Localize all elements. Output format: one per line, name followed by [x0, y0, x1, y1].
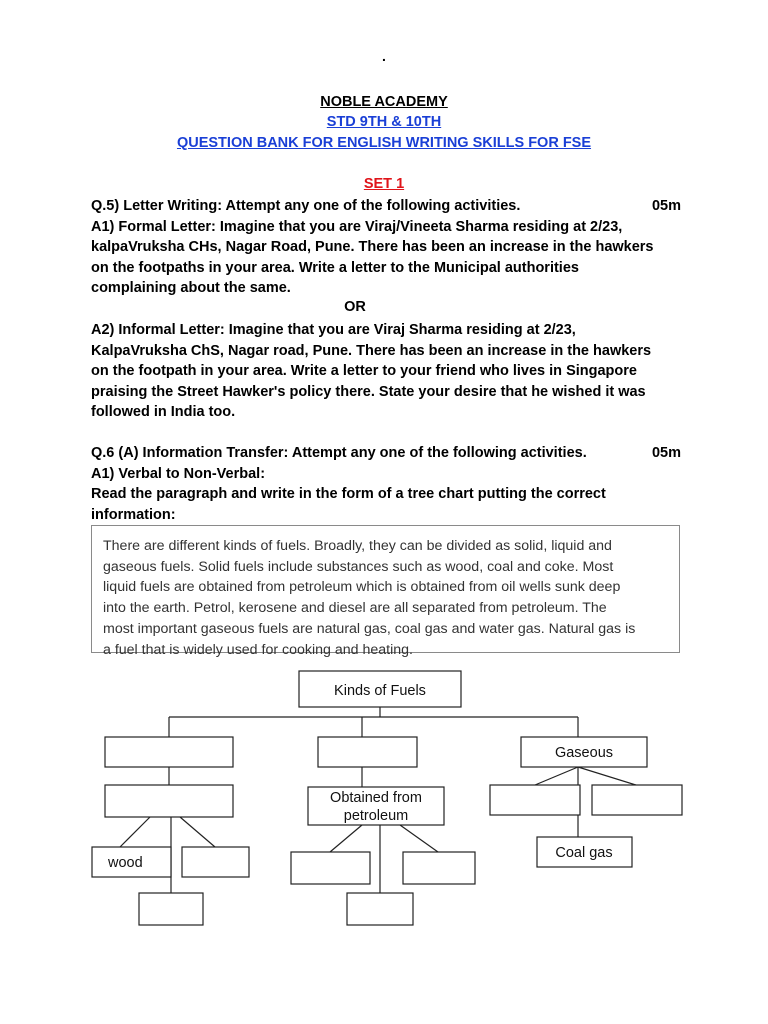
paragraph-line: liquid fuels are obtained from petroleum which is obtained from oil wells sunk deep	[103, 579, 621, 596]
q6-heading: Q.6 (A) Information Transfer: Attempt any one of the following activities.	[91, 445, 587, 461]
q5-a1-line: on the footpaths in your area. Write a letter to the Municipal authorities	[91, 259, 579, 276]
water-gas-box	[592, 785, 682, 815]
solid-sub-box	[105, 785, 233, 817]
liquid-box	[318, 737, 417, 767]
coal-box	[182, 847, 249, 877]
kerosene-box	[403, 852, 475, 884]
solid-box	[105, 737, 233, 767]
q5-a1-line: complaining about the same.	[91, 280, 291, 296]
q5-a1-line: A1) Formal Letter: Imagine that you are Viraj/Vineeta Sharma residing at 2/23,	[91, 218, 623, 235]
tree-connector	[578, 767, 636, 785]
q6-instruction-line: information:	[91, 506, 176, 523]
gaseous-label: Gaseous	[554, 745, 614, 761]
petroleum-label-line1: Obtained from	[330, 790, 422, 806]
q5-a2-line: A2) Informal Letter: Imagine that you are Viraj Sharma residing at 2/23,	[91, 322, 576, 338]
q5-heading: Q.5) Letter Writing: Attempt any one of the following activities.	[91, 198, 521, 214]
tree-connector	[330, 825, 362, 852]
paragraph-line: gaseous fuels. Solid fuels include substances such as wood, coal and coke. Most	[103, 558, 614, 575]
tree-connector	[120, 817, 150, 847]
q5-a2-line: praising the Street Hawker's policy there. State your desire that he wished it was	[91, 383, 646, 400]
tree-connector	[535, 767, 578, 785]
q6-marks: 05m	[651, 445, 681, 461]
q5-a2-line: KalpaVruksha ChS, Nagar road, Pune. There has been an increase in the hawkers	[91, 342, 652, 359]
q5-a1-line: kalpaVruksha CHs, Nagar Road, Pune. There has been an increase in the hawkers	[91, 239, 654, 255]
paragraph-line: a fuel that is widely used for cooking and heating.	[103, 641, 413, 658]
tree-connector	[400, 825, 438, 852]
tree-connector	[180, 817, 215, 847]
petrol-box	[291, 852, 370, 884]
school-name: NOBLE ACADEMY	[320, 94, 448, 110]
standard-title: STD 9TH & 10TH	[326, 114, 442, 130]
q6-instruction-line: Read the paragraph and write in the form of a tree chart putting the correct	[91, 486, 606, 502]
coal-gas-label: Coal gas	[555, 845, 613, 861]
paragraph-line: into the earth. Petrol, kerosene and diesel are all separated from petroleum. The	[103, 600, 607, 617]
q5-a2-line: on the footpath in your area. Write a letter to your friend who lives in Singapore	[91, 363, 637, 379]
wood-label: wood	[108, 855, 143, 871]
q5-a2-line: followed in India too.	[91, 404, 236, 420]
root-label: Kinds of Fuels	[334, 683, 426, 699]
set-title: SET 1	[363, 176, 405, 192]
paragraph-line: most important gaseous fuels are natural gas, coal gas and water gas. Natural gas is	[103, 620, 636, 637]
or-separator: OR	[344, 299, 366, 315]
coke-box	[139, 893, 203, 925]
top-dot: .	[382, 48, 386, 64]
q6-subheading: A1) Verbal to Non-Verbal:	[91, 465, 266, 482]
paragraph-line: There are different kinds of fuels. Broadly, they can be divided as solid, liquid and	[103, 538, 612, 554]
q5-marks: 05m	[651, 198, 681, 214]
diesel-box	[347, 893, 413, 925]
petroleum-label-line2: petroleum	[343, 808, 409, 824]
subject-title: QUESTION BANK FOR ENGLISH WRITING SKILLS FOR FSE	[176, 135, 592, 151]
natural-gas-box	[490, 785, 580, 815]
